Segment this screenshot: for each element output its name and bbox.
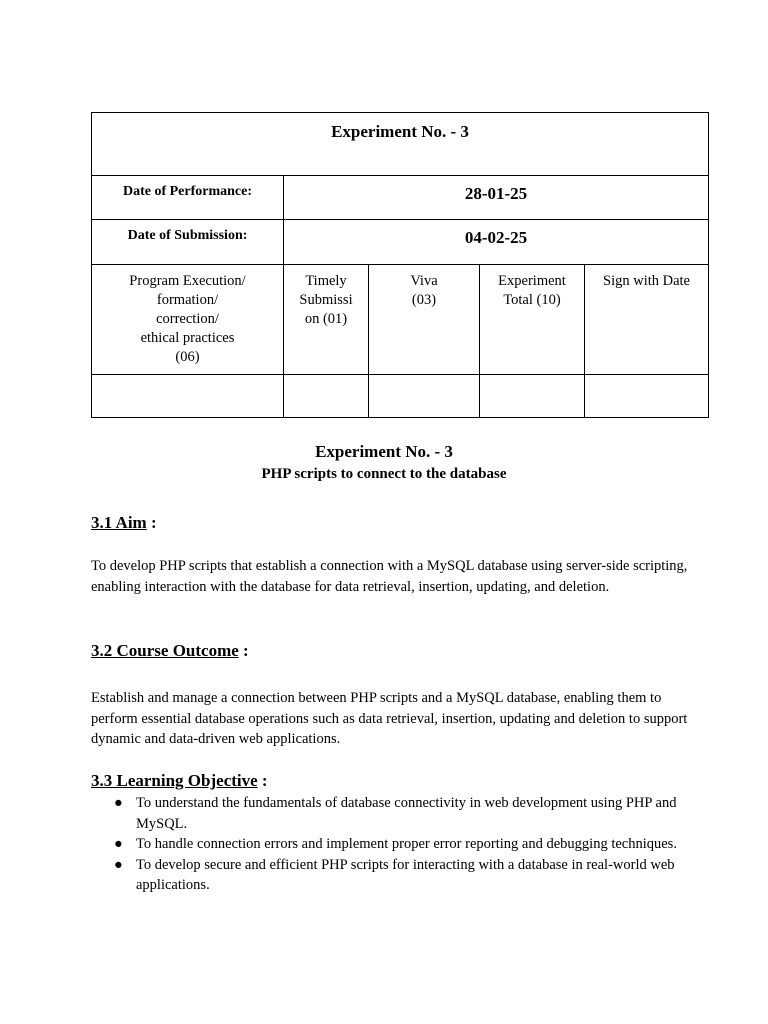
aim-heading-text: 3.1 Aim <box>91 513 147 532</box>
blank-cell-sign-with-date <box>584 374 709 418</box>
col-experiment-total <box>479 264 585 375</box>
col-line: (06) <box>175 349 200 365</box>
col-sign-with-date <box>584 264 709 375</box>
col-viva <box>368 264 480 375</box>
date-submission-value: 04-02-25 <box>464 228 528 247</box>
list-item <box>114 855 684 896</box>
course-outcome-heading-colon: : <box>238 641 249 660</box>
document-title: Experiment No. - 3 <box>315 442 453 461</box>
col-line: Submissi <box>299 292 353 308</box>
date-performance-value: 28-01-25 <box>464 184 528 203</box>
course-outcome-heading-text: 3.2 Course Outcome <box>91 641 239 660</box>
blank-cell-viva <box>368 374 480 418</box>
course-outcome-paragraph: Establish and manage a connection between PHP scripts and a MySQL database, enabling them to perform essential database operations such as data retrieval, insertion, updating and deletion to support dynamic and data-driven web applications. <box>91 690 688 747</box>
blank-cell-program-execution <box>91 374 284 418</box>
col-line: Experiment <box>498 273 566 289</box>
blank-cell-timely-submission <box>283 374 369 418</box>
col-line: Program Execution/ <box>129 273 246 289</box>
date-performance-label-cell <box>91 175 284 220</box>
col-program-execution <box>91 264 284 375</box>
blank-cell-experiment-total <box>479 374 585 418</box>
date-performance-label: Date of Performance: <box>122 184 253 199</box>
learning-objective-heading-colon: : <box>257 771 268 790</box>
list-item-text: To handle connection errors and implement proper error reporting and debugging techniques. <box>136 836 677 852</box>
list-item-text: To understand the fundamentals of database connectivity in web development using PHP and MySQL. <box>136 795 677 832</box>
learning-objective-list <box>114 793 684 896</box>
list-item <box>114 834 684 855</box>
learning-objective-heading <box>91 771 268 791</box>
col-line: Sign with Date <box>603 273 690 289</box>
col-timely-submission <box>283 264 369 375</box>
table-title-cell <box>91 112 709 176</box>
col-line: (03) <box>411 292 437 308</box>
bullet-icon: ● <box>114 856 123 873</box>
learning-objective-heading-text: 3.3 Learning Objective <box>91 771 258 790</box>
course-outcome-heading <box>91 641 249 661</box>
col-line: Total (10) <box>503 292 561 308</box>
col-line: Viva <box>410 273 438 289</box>
list-item <box>114 793 684 834</box>
document-subtitle: PHP scripts to connect to the database <box>261 466 507 482</box>
aim-paragraph: To develop PHP scripts that establish a connection with a MySQL database using server-side scripting, enabling interaction with the database for data retrieval, insertion, updating, and deletion. <box>91 558 688 595</box>
bullet-icon: ● <box>114 836 123 852</box>
col-line: on (01) <box>304 311 348 327</box>
col-line: correction/ <box>156 311 219 327</box>
date-submission-value-cell <box>283 219 709 265</box>
col-line: formation/ <box>156 292 219 308</box>
bullet-icon: ● <box>114 795 123 811</box>
aim-heading <box>91 513 157 533</box>
col-line: ethical practices <box>140 330 235 346</box>
date-submission-label: Date of Submission: <box>127 228 248 243</box>
table-title: Experiment No. - 3 <box>331 122 469 141</box>
list-item-text: To develop secure and efficient PHP scripts for interacting with a database in real-world web applications. <box>136 856 675 893</box>
date-submission-label-cell <box>91 219 284 265</box>
col-line: Timely <box>305 273 347 289</box>
aim-heading-colon: : <box>146 513 157 532</box>
date-performance-value-cell <box>283 175 709 220</box>
